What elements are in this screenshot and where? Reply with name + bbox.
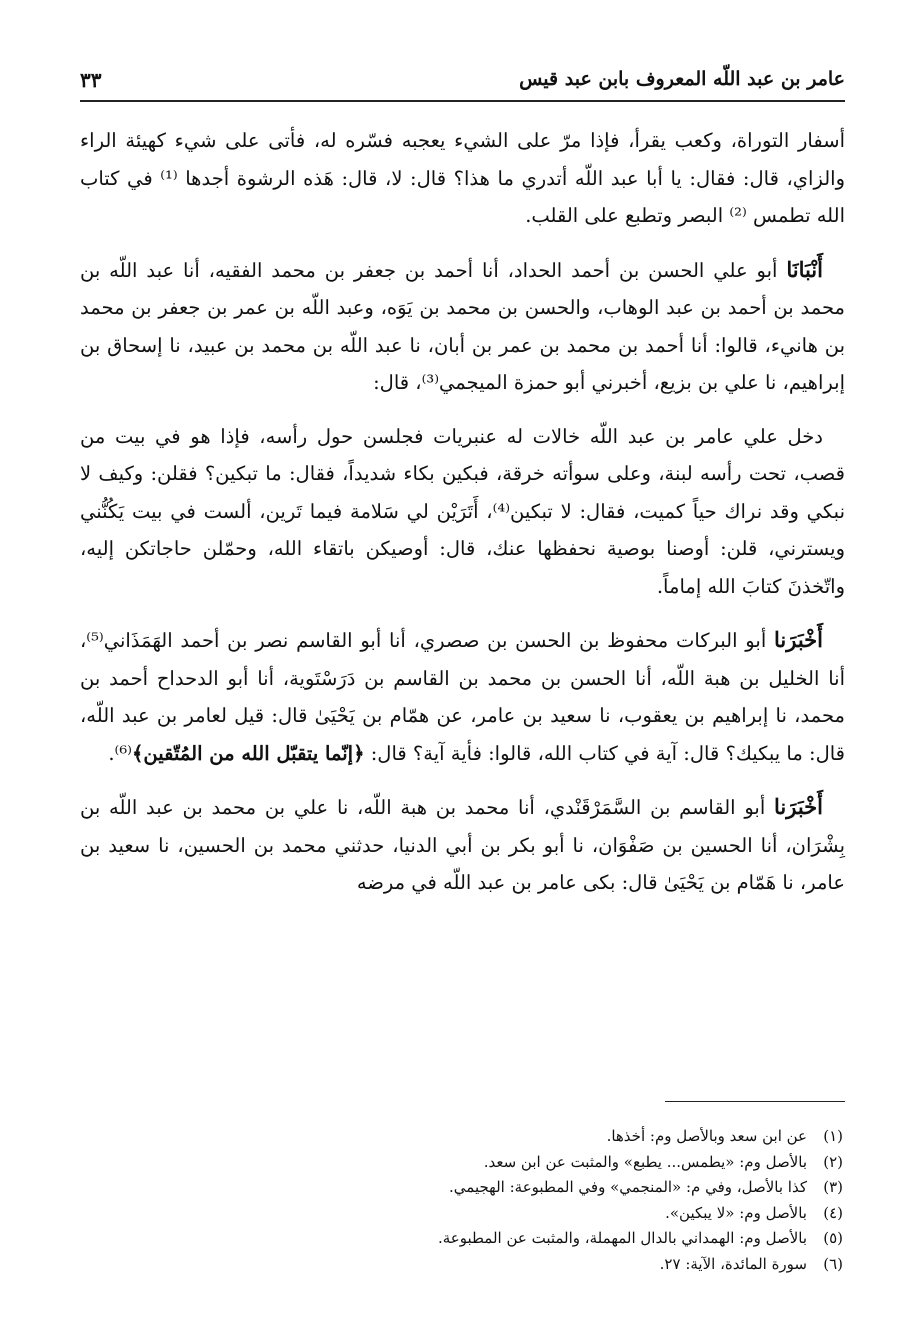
footnote-number: (٥)	[823, 1229, 843, 1247]
paragraph-3	[80, 418, 845, 606]
footnote-item	[80, 1175, 843, 1201]
footnote-number: (٢)	[823, 1152, 843, 1171]
paragraph-4	[80, 621, 845, 772]
paragraph-text: أبو القاسم بن السَّمَرْقَنْدي، أنا محمد بن هبة اللّه، نا علي بن محمد بن عبد اللّه بن بِشْرَان، أنا الحسين بن صَفْوَان، نا أبو بكر بن أبي الدنيا، حدثني محمد بن الحسين، نا سعيد بن عامر، نا هَمّام بن يَحْيَىٰ قال: بكى عامر بن عبد اللّه في مرضه	[80, 796, 845, 894]
footnote-text: عن ابن سعد وبالأصل وم: أخذها.	[606, 1127, 807, 1145]
footnote-item	[80, 1252, 843, 1278]
isnad-lead-word: أَنْبَانَا	[786, 256, 823, 282]
footnote-item	[80, 1201, 843, 1227]
running-title: عامر بن عبد اللّه المعروف بابن عبد قيس	[519, 68, 845, 90]
footnote-text: بالأصل وم: الهمداني بالدال المهملة، والمثبت عن المطبوعة.	[437, 1229, 807, 1247]
isnad-lead-word: أَخْبَرَنا	[774, 794, 823, 819]
footnote-text: كذا بالأصل، وفي م: «المنجمي» وفي المطبوعة: الهجيمي.	[449, 1178, 807, 1196]
footnote-item	[80, 1124, 843, 1150]
page-number: ٣٣	[80, 68, 102, 92]
footnote-number: (٣)	[823, 1178, 843, 1196]
paragraph-text: أسفار التوراة، وكعب يقرأ، فإذا مرّ على الشيء يعجبه فسّره له، فأتى على شيء كهيئة الراء والزاي، قال: فقال: يا أبا عبد اللّه أتدري ما هذا؟ قال: لا، قال: هَذه الرشوة أجدها ⁽¹⁾ في كتاب الله تطمس ⁽²⁾ البصر وتطبع على القلب.	[80, 129, 845, 227]
footnote-number: (٦)	[823, 1254, 843, 1273]
paragraph-1	[80, 122, 845, 235]
page-header	[80, 60, 845, 102]
paragraph-text: أبو علي الحسن بن أحمد الحداد، أنا أحمد بن جعفر بن محمد الفقيه، أنا عبد اللّه بن محمد بن أحمد بن عبد الوهاب، والحسن بن محمد بن يَوَه، وعبد اللّه بن عمر بن جعفر بن محمد بن هانيء، قالوا: أنا أحمد بن محمد بن عمر بن أبان، نا عبد اللّه بن محمد بن عبيد، نا إسحاق بن إبراهيم، نا علي بن بزيع، أخبرني أبو حمزة الميجمي⁽³⁾، قال:	[80, 258, 845, 394]
footnote-text: بالأصل وم: «لا يبكين».	[665, 1203, 807, 1222]
footnote-divider	[665, 1101, 845, 1102]
footnote-text: سورة المائدة، الآية: ٢٧.	[659, 1254, 807, 1273]
paragraph-tail: ⁽⁶⁾.	[108, 741, 132, 765]
footnotes	[80, 1124, 843, 1277]
quran-verse: ﴿إنّما يتقبّل الله من المُتّقين﴾	[131, 741, 365, 765]
footnote-item	[80, 1150, 843, 1176]
footnote-text: بالأصل وم: «يطمس... يطبع» والمثبت عن ابن سعد.	[483, 1152, 807, 1171]
paragraph-2	[80, 251, 845, 402]
paragraph-text: دخل علي عامر بن عبد اللّه خالات له عنبريات فجلسن حول رأسه، فإذا هو في بيت من قصب، تحت رأسه لبنة، وعلى سوأته خرقة، فبكين بكاء شديداً، فقال: ما تبكين؟ فقلن: وكيف لا نبكي وقد نراك حياً كميت، فقال: لا تبكين⁽⁴⁾، أَتَرَيْن لي سَلامة فيما تَرين، ألست في بيت يَكُنُّني ويسترني، قلن: أوصنا بوصية نحفظها عنك، قال: أوصيكن باتقاء الله، وحمّلن حاجاتكن إليه، واتّخذنَ كتابَ الله إماماً.	[80, 424, 845, 598]
footnote-item	[80, 1226, 843, 1252]
paragraph-5	[80, 788, 845, 902]
footnote-number: (٤)	[823, 1203, 843, 1222]
isnad-lead-word: أَخْبَرَنا	[774, 627, 823, 652]
footnote-number: (١)	[823, 1127, 843, 1145]
paragraph-text: أبو البركات محفوظ بن الحسن بن صصري، أنا أبو القاسم نصر بن أحمد الهَمَذَاني⁽⁵⁾، أنا الخليل بن هبة اللّه، أنا الحسن بن محمد بن القاسم بن دَرَسْتَوية، أنا أبو الدحداح أحمد بن محمد، نا إبراهيم بن يعقوب، نا سعيد بن عامر، عن همّام بن يَحْيَىٰ قال: قيل لعامر بن عبد اللّه، قال: ما يبكيك؟ قال: آية في كتاب الله، قالوا: فأية آية؟ قال:	[80, 629, 845, 765]
main-text	[80, 122, 845, 918]
